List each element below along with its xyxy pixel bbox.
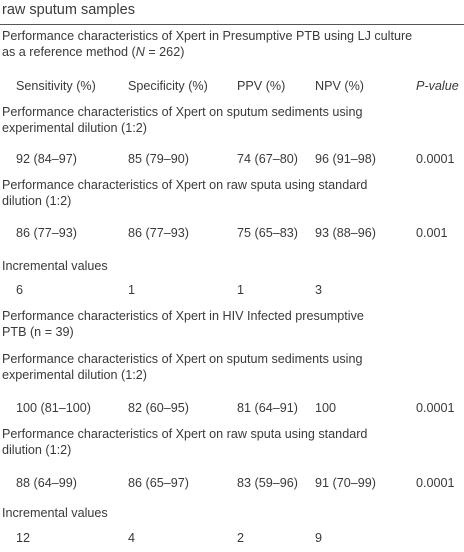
- table-cell: 2: [237, 531, 245, 545]
- header-text: Performance characteristics of Xpert in Presumptive PTB using LJ culture: [2, 29, 413, 43]
- table-cell: 3: [315, 283, 323, 297]
- section-label: Performance characteristics of Xpert in HIV Infected presumptive: [2, 309, 364, 323]
- table-cell: 6: [16, 283, 24, 297]
- table-cell: 86 (77–93): [128, 226, 189, 240]
- table-cell: 75 (65–83): [237, 226, 298, 240]
- section-label: Performance characteristics of Xpert on raw sputa using standard: [2, 427, 368, 441]
- table-cell: 85 (79–90): [128, 152, 189, 166]
- table-header-line-2: [2, 44, 464, 61]
- table-cell: 92 (84–97): [16, 152, 77, 166]
- table-row: [0, 283, 464, 299]
- table-cell: 93 (88–96): [315, 226, 376, 240]
- table-cell: 1: [128, 283, 136, 297]
- column-header-p-value: P-value: [416, 79, 459, 93]
- table-cell: 88 (64–99): [16, 476, 77, 490]
- header-n-symbol: N: [135, 45, 145, 59]
- table-cell: 74 (67–80): [237, 152, 298, 166]
- section-label: Performance characteristics of Xpert on sputum sediments using: [2, 352, 363, 366]
- table-cell: 0.0001: [416, 401, 455, 415]
- top-rule: [0, 24, 464, 25]
- table-cell: 86 (77–93): [16, 226, 77, 240]
- section-label: Performance characteristics of Xpert on sputum sediments using: [2, 105, 363, 119]
- section-label: dilution (1:2): [2, 194, 72, 208]
- section-label-text: PTB (n = 39): [2, 325, 74, 339]
- table-cell: 9: [315, 531, 323, 545]
- section-label: experimental dilution (1:2): [2, 121, 147, 135]
- table-cell: 96 (91–98): [315, 152, 376, 166]
- table-cell: 4: [128, 531, 136, 545]
- table-row: [0, 531, 464, 547]
- table-header-line-1: [2, 28, 464, 45]
- table-row: [0, 226, 464, 242]
- column-header-sensitivity: Sensitivity (%): [16, 79, 96, 93]
- section-label: dilution (1:2): [2, 443, 72, 457]
- table-cell: 0.0001: [416, 476, 455, 490]
- table-cell: 91 (70–99): [315, 476, 376, 490]
- column-header-npv: NPV (%): [315, 79, 364, 93]
- header-text: as a reference method (: [2, 45, 136, 59]
- column-header-row: [0, 79, 464, 95]
- section-label: [2, 324, 464, 341]
- table-row: [0, 401, 464, 417]
- table-cell: 83 (59–96): [237, 476, 298, 490]
- section-label: Incremental values: [2, 506, 108, 520]
- table-cell: 86 (65–97): [128, 476, 189, 490]
- table-row: [0, 476, 464, 492]
- section-label: Performance characteristics of Xpert on raw sputa using standard: [2, 178, 368, 192]
- section-label: experimental dilution (1:2): [2, 368, 147, 382]
- column-header-ppv: PPV (%): [237, 79, 286, 93]
- table-cell: 0.0001: [416, 152, 455, 166]
- section-label: Incremental values: [2, 259, 108, 273]
- table-cell: 0.001: [416, 226, 448, 240]
- table-cell: 100 (81–100): [16, 401, 91, 415]
- column-header-specificity: Specificity (%): [128, 79, 208, 93]
- table-cell: 81 (64–91): [237, 401, 298, 415]
- table-row: [0, 152, 464, 168]
- header-n-value: = 262): [144, 45, 185, 59]
- table-cell: 100: [315, 401, 337, 415]
- table-cell: 12: [16, 531, 31, 545]
- table-caption: raw sputum samples: [2, 2, 135, 18]
- table-cell: 82 (60–95): [128, 401, 189, 415]
- table-cell: 1: [237, 283, 245, 297]
